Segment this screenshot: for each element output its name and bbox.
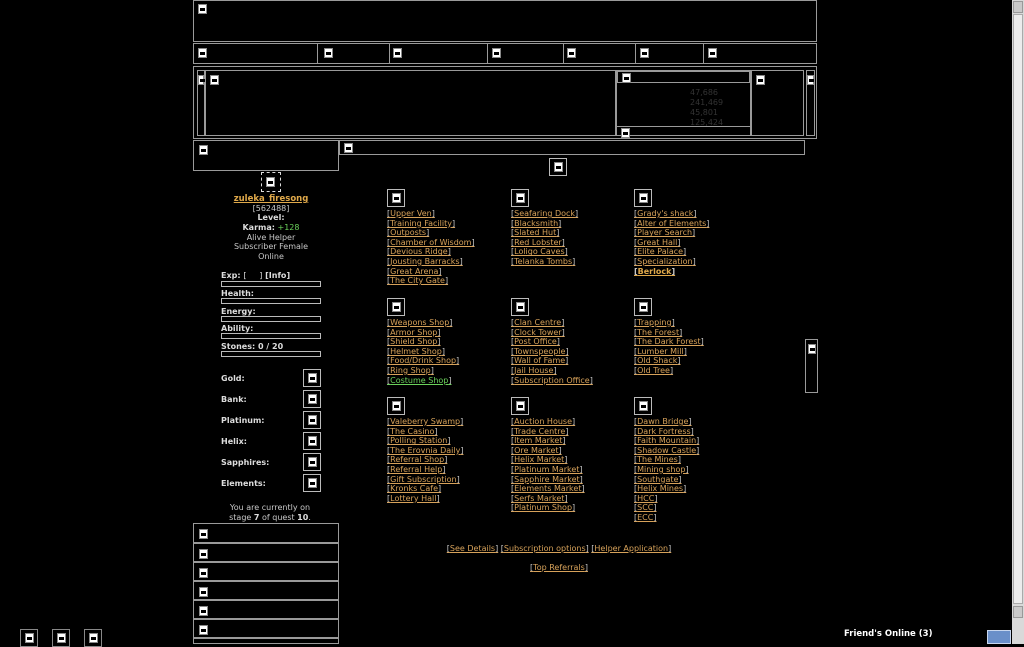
location-link[interactable]: [ The City Gate ]: [387, 276, 448, 285]
stones-label: Stones: 0 / 20: [221, 342, 284, 351]
location-link[interactable]: [ Subscription Office ]: [511, 376, 593, 385]
location-link[interactable]: [ Grady's shack ]: [634, 209, 697, 218]
broken-image-icon: [199, 606, 208, 616]
area-icon: [634, 189, 652, 207]
location-link[interactable]: [ Chamber of Wisdom ]: [387, 238, 475, 247]
broken-image-icon: [492, 48, 501, 58]
location-link[interactable]: [ Food/Drink Shop ]: [387, 356, 459, 365]
location-link[interactable]: [ Mining shop ]: [634, 465, 689, 474]
left-menu-frame[interactable]: [193, 600, 339, 619]
location-link[interactable]: [ Helix Market ]: [511, 455, 567, 464]
broken-image-icon: [640, 48, 649, 58]
location-link[interactable]: [ Slated Hut ]: [511, 228, 559, 237]
location-link[interactable]: [ Ring Shop ]: [387, 366, 434, 375]
area-icon-img: [516, 302, 525, 312]
header-frame: [193, 66, 817, 139]
health-label: Health:: [221, 289, 254, 298]
left-menu-frame[interactable]: [193, 638, 339, 644]
location-link[interactable]: [ Platinum Shop ]: [511, 503, 575, 512]
exp-row: Exp: [ ] [Info]: [221, 271, 291, 280]
location-link[interactable]: [ Blacksmith ]: [511, 219, 561, 228]
elements-icon: [308, 478, 317, 488]
header-stat-4: 125,424: [690, 118, 724, 127]
broken-image-icon: [199, 549, 208, 559]
location-link[interactable]: [ Clock Tower ]: [511, 328, 565, 337]
broken-image-icon: [808, 344, 816, 354]
location-link[interactable]: [ Jousting Barracks ]: [387, 257, 463, 266]
location-link[interactable]: [ Platinum Market ]: [511, 465, 583, 474]
area-icon-img: [639, 401, 648, 411]
location-link[interactable]: [ Referral Help ]: [387, 465, 445, 474]
location-link[interactable]: [ Great Arena ]: [387, 267, 442, 276]
ability-bar: [221, 333, 321, 339]
helix-icon: [308, 436, 317, 446]
footer-links-2: [339, 563, 779, 572]
bank-icon: [308, 394, 317, 404]
nav-cell[interactable]: [564, 44, 636, 63]
location-link[interactable]: [ Old Shack ]: [634, 356, 680, 365]
broken-image-icon: [807, 75, 814, 85]
header-stat-1: 47,686: [690, 88, 718, 97]
scroll-down-arrow[interactable]: [1013, 606, 1023, 618]
location-link[interactable]: [ Trade Centre ]: [511, 427, 568, 436]
energy-label: Energy:: [221, 307, 256, 316]
area-icon-img: [392, 401, 401, 411]
bank-button[interactable]: [303, 390, 321, 408]
nav-cell[interactable]: [704, 44, 816, 63]
location-list: [387, 417, 463, 503]
platinum-label: Platinum:: [221, 416, 265, 425]
vertical-scrollbar[interactable]: [1012, 0, 1024, 644]
location-link[interactable]: [ Auction House ]: [511, 417, 575, 426]
location-link[interactable]: [ The Mines ]: [634, 455, 681, 464]
broken-image-icon: [198, 75, 204, 85]
location-link[interactable]: [ Trapping ]: [634, 318, 675, 327]
location-link[interactable]: [ Gift Subscription ]: [387, 475, 460, 484]
location-link[interactable]: [ Dawn Bridge ]: [634, 417, 692, 426]
location-link[interactable]: [ Townspeople ]: [511, 347, 569, 356]
broken-image-icon: [554, 162, 563, 172]
location-link[interactable]: [ SCC ]: [634, 503, 657, 512]
karma-value: +128: [277, 223, 300, 232]
broken-image-icon: [621, 128, 630, 138]
location-link[interactable]: [ Faith Mountain ]: [634, 436, 699, 445]
location-link[interactable]: [ The Casino ]: [387, 427, 438, 436]
broken-image-icon: [199, 625, 208, 635]
health-bar: [221, 298, 321, 304]
nav-cell[interactable]: [318, 44, 390, 63]
location-link[interactable]: [ Outposts ]: [387, 228, 429, 237]
location-list: [634, 209, 709, 276]
friends-online[interactable]: Friend's Online (3): [844, 629, 933, 639]
sapphires-label: Sapphires:: [221, 458, 270, 467]
header-main-panel: [205, 70, 616, 136]
broken-image-icon: [198, 48, 207, 58]
location-link[interactable]: [ Sapphire Market ]: [511, 475, 583, 484]
location-link[interactable]: [ Weapons Shop ]: [387, 318, 452, 327]
area-icon: [387, 397, 405, 415]
location-list: [634, 318, 704, 376]
location-list: [511, 209, 578, 267]
header-stats-bottom: [617, 126, 750, 135]
broken-image-icon: [324, 48, 333, 58]
header-right-strip: [806, 70, 815, 136]
location-link[interactable]: [ Seafaring Dock ]: [511, 209, 578, 218]
location-link[interactable]: [ ECC ]: [634, 513, 656, 522]
location-link[interactable]: [ Helix Mines ]: [634, 484, 686, 493]
location-link[interactable]: [ The Dark Forest ]: [634, 337, 704, 346]
area-icon: [634, 397, 652, 415]
broken-image-icon: [198, 4, 207, 14]
header-left-strip: [197, 70, 205, 136]
area-icon: [634, 298, 652, 316]
broken-image-icon: [344, 143, 353, 153]
location-link[interactable]: [ Shield Shop ]: [387, 337, 441, 346]
quest-number: 10: [297, 513, 309, 522]
ability-label: Ability:: [221, 324, 254, 333]
area-icon-img: [516, 193, 525, 203]
location-link[interactable]: [ Wall of Fame ]: [511, 356, 568, 365]
sapphires-button[interactable]: [303, 453, 321, 471]
left-menu-frame[interactable]: [193, 543, 339, 562]
exp-bar: [221, 281, 321, 287]
location-link[interactable]: [ Kronks Cafe ]: [387, 484, 441, 493]
location-link[interactable]: [ The Forest ]: [634, 328, 682, 337]
location-list: [511, 417, 585, 513]
top-banner: [193, 0, 817, 42]
left-title-frame: [193, 140, 339, 171]
broken-image-icon: [199, 529, 208, 539]
location-link[interactable]: [ Jail House ]: [511, 366, 557, 375]
gold-button[interactable]: [303, 369, 321, 387]
elements-button[interactable]: [303, 474, 321, 492]
gold-icon: [308, 373, 317, 383]
location-link[interactable]: [ Elements Market ]: [511, 484, 585, 493]
broken-image-icon: [567, 48, 576, 58]
location-link[interactable]: [ Dark Fortress ]: [634, 427, 694, 436]
karma-row: [193, 223, 349, 232]
location-link[interactable]: [ Costume Shop ]: [387, 376, 451, 385]
header-right-panel: [751, 70, 804, 136]
energy-bar: [221, 316, 321, 322]
info-link[interactable]: [Info]: [265, 271, 291, 280]
username-link[interactable]: zuleka_firesong: [233, 194, 309, 204]
header-stat-2: 241,469: [690, 98, 724, 107]
app-icon: [57, 633, 66, 643]
quest-status: You are currently on stage 7 of quest 10.: [229, 503, 311, 522]
location-link[interactable]: [ Clan Centre ]: [511, 318, 564, 327]
bank-label: Bank:: [221, 395, 247, 404]
main-banner-image: [549, 158, 567, 176]
location-link[interactable]: [ Red Lobster ]: [511, 238, 565, 247]
broken-image-icon: [622, 73, 631, 83]
location-link[interactable]: [ Serfs Market ]: [511, 494, 568, 503]
elements-label: Elements:: [221, 479, 266, 488]
helix-button[interactable]: [303, 432, 321, 450]
location-link[interactable]: [ Helmet Shop ]: [387, 347, 445, 356]
location-link[interactable]: [ Great Hall ]: [634, 238, 680, 247]
area-icon-img: [516, 401, 525, 411]
helper-application-link[interactable]: [ Helper Application ]: [591, 544, 671, 553]
location-list: [387, 318, 459, 385]
stones-bar: [221, 351, 321, 357]
left-menu-frame[interactable]: [193, 619, 339, 638]
karma-label: Karma:: [242, 223, 275, 232]
top-nav-bar: [193, 43, 817, 64]
status-line: Online: [258, 252, 284, 261]
nav-cell[interactable]: [488, 44, 564, 63]
main-title-bar: [339, 140, 805, 155]
right-side-frame: [805, 339, 818, 393]
broken-image-icon: [199, 145, 208, 155]
broken-image-icon: [199, 568, 208, 578]
nav-cell[interactable]: [390, 44, 488, 63]
location-link[interactable]: [ Loligo Caves ]: [511, 247, 568, 256]
left-menu-frame[interactable]: [193, 562, 339, 581]
subscription-options-link[interactable]: [ Subscription options ]: [501, 544, 589, 553]
location-link[interactable]: [ Polling Station ]: [387, 436, 450, 445]
platinum-icon: [308, 415, 317, 425]
location-link[interactable]: [ The Erovnia Daily ]: [387, 446, 463, 455]
footer-links: [339, 544, 779, 553]
location-link[interactable]: [ Telanka Tombs ]: [511, 257, 575, 266]
quest-stage: 7: [253, 513, 260, 522]
user-id: [562488]: [252, 204, 290, 213]
nav-cell[interactable]: [636, 44, 704, 63]
location-list: [634, 417, 699, 523]
app-icon: [89, 633, 98, 643]
area-icon: [387, 298, 405, 316]
location-link[interactable]: [ Devious Ridge ]: [387, 247, 451, 256]
location-link[interactable]: [ Armor Shop ]: [387, 328, 441, 337]
location-link[interactable]: [ Item Market ]: [511, 436, 566, 445]
location-link[interactable]: [ Upper Ven ]: [387, 209, 435, 218]
location-link[interactable]: [ Old Tree ]: [634, 366, 673, 375]
platinum-button[interactable]: [303, 411, 321, 429]
area-icon: [387, 189, 405, 207]
taskbar-icon[interactable]: [84, 629, 102, 647]
left-menu-frame[interactable]: [193, 581, 339, 600]
scrollbar-thumb[interactable]: [1013, 14, 1023, 604]
taskbar-icon[interactable]: [20, 629, 38, 647]
area-icon: [511, 189, 529, 207]
scroll-up-arrow[interactable]: [1013, 1, 1023, 13]
area-icon-img: [392, 193, 401, 203]
see-details-link[interactable]: [ See Details ]: [447, 544, 498, 553]
avatar-icon: [266, 177, 275, 187]
location-link[interactable]: [ Player Search ]: [634, 228, 695, 237]
area-icon-img: [639, 302, 648, 312]
status-line: Alive Helper: [246, 233, 296, 242]
location-link[interactable]: [ Elite Palace ]: [634, 247, 686, 256]
broken-image-icon: [210, 75, 219, 85]
avatar[interactable]: [261, 172, 281, 192]
helix-label: Helix:: [221, 437, 247, 446]
area-icon-img: [392, 302, 401, 312]
gold-label: Gold:: [221, 374, 245, 383]
location-link[interactable]: [ HCC ]: [634, 494, 657, 503]
location-list: [387, 209, 475, 286]
broken-image-icon: [756, 75, 765, 85]
location-link[interactable]: [ Referral Shop ]: [387, 455, 447, 464]
left-menu-frame[interactable]: [193, 523, 339, 543]
header-stats-top: [617, 71, 750, 83]
location-link[interactable]: [ Berlock ]: [634, 267, 675, 276]
header-stats-panel: [616, 70, 751, 136]
location-link[interactable]: [ Valeberry Swamp ]: [387, 417, 463, 426]
location-link[interactable]: [ Post Office ]: [511, 337, 560, 346]
app-icon: [25, 633, 34, 643]
location-link[interactable]: [ Shadow Castle ]: [634, 446, 699, 455]
sapphire-icon: [308, 457, 317, 467]
location-list: [511, 318, 593, 385]
location-link[interactable]: [ Lumber Mill ]: [634, 347, 687, 356]
location-link[interactable]: [ Specialization ]: [634, 257, 696, 266]
location-link[interactable]: [ Ore Market ]: [511, 446, 562, 455]
location-link[interactable]: [ Southgate ]: [634, 475, 682, 484]
area-icon: [511, 298, 529, 316]
status-line: Subscriber Female: [233, 242, 309, 251]
level-label: Level:: [257, 213, 285, 222]
location-link[interactable]: [ Lottery Hall ]: [387, 494, 440, 503]
area-icon-img: [639, 193, 648, 203]
messenger-icon[interactable]: [987, 630, 1011, 644]
broken-image-icon: [708, 48, 717, 58]
top-referrals-link[interactable]: [ Top Referrals ]: [530, 563, 588, 572]
taskbar-icon[interactable]: [52, 629, 70, 647]
area-icon: [511, 397, 529, 415]
exp-label: Exp:: [221, 271, 241, 280]
nav-cell[interactable]: [194, 44, 318, 63]
broken-image-icon: [199, 587, 208, 597]
header-stat-3: 45,801: [690, 108, 718, 117]
location-link[interactable]: [ Alter of Elements ]: [634, 219, 709, 228]
location-link[interactable]: [ Training Facility ]: [387, 219, 455, 228]
broken-image-icon: [393, 48, 402, 58]
